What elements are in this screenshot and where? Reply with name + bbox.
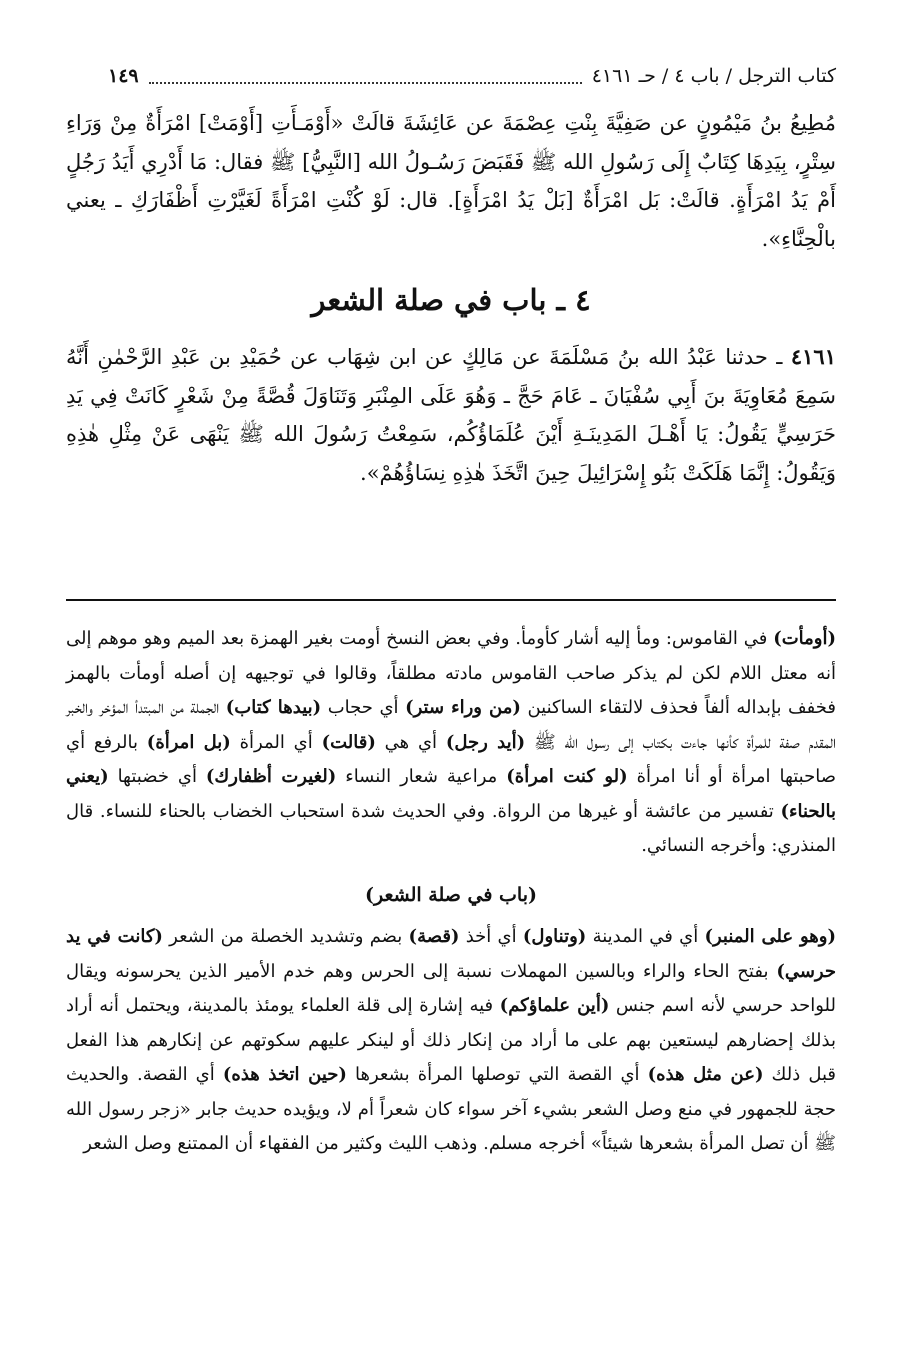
- commentary-note-2: [66, 920, 836, 1162]
- commentary-term: (عن مثل هذه): [647, 1064, 764, 1085]
- commentary-term: (لو كنت امرأة): [506, 766, 628, 787]
- commentary-term: (لغيرت أظفارك): [205, 766, 337, 787]
- running-title: كتاب الترجل / باب ٤ / حـ ٤١٦١: [591, 65, 836, 87]
- commentary-term: (أيد رجل): [445, 731, 526, 753]
- commentary-note-1: [66, 622, 836, 864]
- commentary-text: أي هي: [375, 731, 446, 753]
- hadith-text: ـ حدثنا عَبْدُ الله بنُ مَسْلَمَةَ عن مَالِكٍ عن ابن شِهَاب عن حُمَيْدِ بن عَبْدِ الرَّحْمٰنِ أَنَّهُ سَمِعَ مُعَاوِيَةَ بنَ أَبِي سُفْيَانَ ـ عَامَ حَجَّ ـ وَهُوَ عَلَى المِنْبَرِ وَتَنَاوَلَ قُصَّةً مِنْ شَعْرٍ كَانَتْ فِي يَدِ حَرَسِيٍّ يَقُولُ: يَا أَهْـلَ المَدِينَـةِ أَيْنَ عُلَمَاؤُكُم، سَمِعْتُ رَسُولَ الله ﷺ يَنْهَى عَنْ مِثْلِ هٰذِهِ وَيَقُولُ: إِنَّمَا هَلَكَتْ بَنُو إِسْرَائِيلَ حِينَ اتَّخَذَ هٰذِهِ نِسَاؤُهُمْ».: [66, 345, 836, 485]
- commentary-text: أي أخذ: [459, 926, 523, 947]
- main-text: [66, 104, 836, 492]
- hadith-continuation: مُطِيعُ بنُ مَيْمُونٍ عن صَفِيَّةَ بِنْتِ عِصْمَةَ عن عَائِشَةَ قالَتْ «أَوْمَـأَتِ [أَوْمَتْ] امْرَأَةٌ مِنْ وَرَاءِ سِتْرٍ، بِيَدِهَا كِتَابٌ إِلَى رَسُولِ الله ﷺ فَقَبَضَ رَسُـولُ الله [النَّبِيُّ] ﷺ فقال: مَا أَدْرِي أَيَدُ رَجُلٍ أَمْ يَدُ امْرَأَةٍ. قالَتْ: بَل امْرَأَةٌ [بَلْ يَدُ امْرَأَةٍ]. قال: لَوْ كُنْتِ امْرَأَةً لَغَيَّرْتِ أَظْفَارَكِ ـ يعني بالْحِنَّاءِ».: [66, 111, 836, 251]
- commentary-text: الجملة من المبتدأ المؤخر والخبر المقدم صفة للمرأة كأنها جاءت بكتاب إلى رسول الله ﷺ: [66, 697, 836, 753]
- commentary-text: أي في المدينة: [586, 926, 705, 947]
- commentary-text: أي خضبتها: [108, 766, 206, 787]
- page-number: ١٤٩: [108, 65, 139, 87]
- footnote-divider: [66, 599, 836, 601]
- commentary-subheading: (باب في صلة الشعر): [365, 883, 537, 906]
- commentary-text: فيه إشارة إلى قلة العلماء يومئذ بالمدينة، ويحتمل أنه أراد بذلك إحضارهم ليستعين بهم على ما أراد من إنكار ذلك أو لينكر عليهم سكوتهم عن إنكارهم هذا الفعل قبل ذلك: [66, 995, 836, 1085]
- commentary-term: (قصة): [408, 926, 460, 947]
- commentary-term: (أين علماؤكم): [499, 995, 610, 1016]
- dotted-leader: [149, 68, 582, 84]
- commentary-text: مراعية شعار النساء: [336, 766, 507, 787]
- commentary-term: (يعني بالحناء): [66, 766, 836, 822]
- hadith-paragraph: [66, 338, 836, 492]
- commentary-text: بالرفع أي صاحبتها امرأة أو أنا امرأة: [66, 731, 836, 787]
- commentary-text: أي المرأة: [230, 731, 322, 753]
- commentary-term: (أومأت): [773, 628, 836, 649]
- commentary-term: (قالت): [321, 731, 376, 753]
- chapter-heading: ٤ ـ باب في صلة الشعر: [311, 283, 591, 317]
- commentary-text: بفتح الحاء والراء وبالسين المهملات نسبة إلى الحرس وهم خدم الأمير الذين يحرسونه ويقال للواحد حرسي لأنه اسم جنس: [66, 960, 836, 1016]
- commentary-text: في القاموس: ومأ إليه أشار كأومأ. وفي بعض النسخ أومت بغير الهمزة بعد الميم وهو موهم إلى أنه معتل اللام لكن لم يذكر صاحب القاموس مادته مطلقاً، وقالوا في توجيهه إن أصله أومأت بالهمز فخفف بإبداله ألفاً فحذف لالتقاء الساكنين: [66, 628, 836, 718]
- commentary-text: أي القصة التي توصلها المرأة بشعرها: [346, 1064, 648, 1085]
- commentary-term: (حين اتخذ هذه): [222, 1064, 347, 1085]
- commentary-term: (وهو على المنبر): [704, 926, 836, 947]
- commentary-text: تفسير من عائشة أو غيرها من الرواة. وفي الحديث شدة استحباب الخضاب بالحناء للنساء. قال المنذري: وأخرجه النسائي.: [66, 800, 836, 856]
- commentary-text: بضم وتشديد الخصلة من الشعر: [162, 926, 409, 947]
- hadith-number: ٤١٦١: [790, 344, 836, 369]
- commentary-term: (كانت في يد حرسي): [66, 926, 836, 982]
- running-header: [108, 56, 836, 96]
- commentary-section: [66, 622, 836, 1162]
- commentary-term: (بل امرأة): [146, 731, 231, 753]
- commentary-term: (وتناول): [522, 926, 587, 947]
- commentary-term: (بيدها كتاب): [225, 697, 322, 718]
- commentary-text: أي حجاب: [321, 697, 406, 718]
- commentary-term: (من وراء ستر): [405, 697, 521, 718]
- commentary-text: أي القصة. والحديث حجة للجمهور في منع وصل الشعر بشيء آخر سواء كان شعراً أم لا، ويؤيده حديث جابر «زجر رسول الله ﷺ أن تصل المرأة بشعرها شيئاً» أخرجه مسلم. وذهب الليث وكثير من الفقهاء أن الممتنع وصل الشعر: [66, 1064, 836, 1154]
